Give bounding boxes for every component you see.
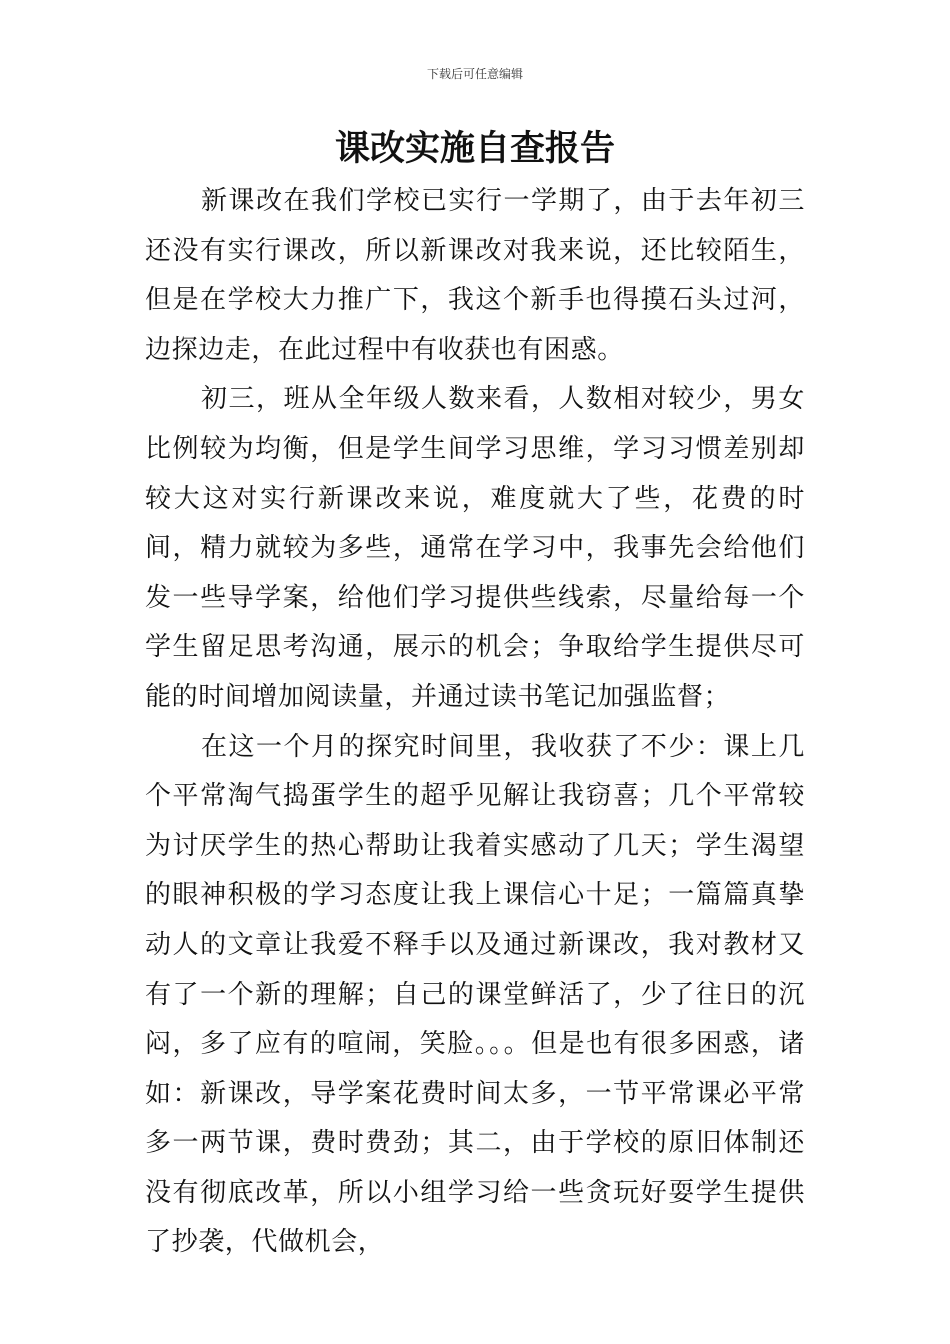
paragraph-3: 在这一个月的探究时间里，我收获了不少：课上几个平常淘气捣蛋学生的超乎见解让我窃喜；几个平常较为讨厌学生的热心帮助让我着实感动了几天；学生渴望的眼神积极的学习态度让我上课信心十足；一篇篇真挚动人的文章让我爱不释手以及通过新课改，我对教材又有了一个新的理解；自己的课堂鲜活了，少了往日的沉闷，多了应有的喧闹，笑脸。。。但是也有很多困惑，诸如：新课改，导学案花费时间太多，一节平常课必平常多一两节课，费时费劲；其二，由于学校的原旧体制还没有彻底改革，所以小组学习给一些贪玩好耍学生提供了抄袭，代做机会， [145,731,805,1258]
document-body [145,177,805,1268]
paragraph-2: 初三，班从全年级人数来看，人数相对较少，男女比例较为均衡，但是学生间学习思维，学习习惯差别却较大这对实行新课改来说，难度就大了些，花费的时间，精力就较为多些，通常在学习中，我事先会给他们发一些导学案，给他们学习提供些线索，尽量给每一个学生留足思考沟通，展示的机会；争取给学生提供尽可能的时间增加阅读量，并通过读书笔记加强监督； [145,384,805,712]
document-title: 课改实施自查报告 [334,129,615,169]
header-note: 下载后可任意编辑 [426,67,523,81]
paragraph-1: 新课改在我们学校已实行一学期了，由于去年初三还没有实行课改，所以新课改对我来说，还比较陌生，但是在学校大力推广下，我这个新手也得摸石头过河，边探边走，在此过程中有收获也有困惑。 [145,186,805,365]
